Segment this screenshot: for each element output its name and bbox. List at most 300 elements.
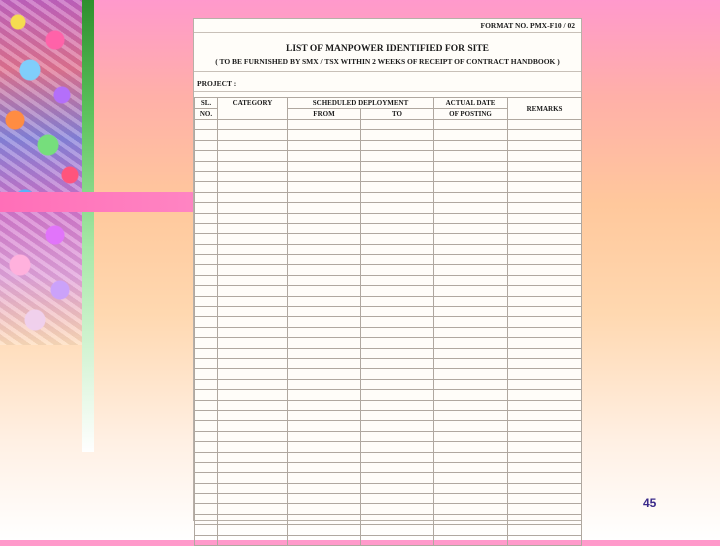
table-cell <box>434 483 508 493</box>
table-cell <box>434 379 508 389</box>
table-row <box>195 535 582 545</box>
table-cell <box>218 504 288 514</box>
header-sl: SL. <box>195 98 218 109</box>
table-cell <box>508 286 582 296</box>
table-cell <box>361 255 434 265</box>
table-cell <box>195 130 218 140</box>
table-cell <box>195 255 218 265</box>
table-cell <box>288 255 361 265</box>
table-cell <box>288 317 361 327</box>
table-cell <box>508 161 582 171</box>
table-row <box>195 275 582 285</box>
table-row <box>195 379 582 389</box>
table-cell <box>218 525 288 535</box>
table-cell <box>218 296 288 306</box>
table-cell <box>195 327 218 337</box>
table-cell <box>195 525 218 535</box>
table-cell <box>218 192 288 202</box>
table-cell <box>218 161 288 171</box>
divider <box>194 91 581 92</box>
table-row <box>195 317 582 327</box>
table-cell <box>508 275 582 285</box>
table-cell <box>434 442 508 452</box>
table-cell <box>508 338 582 348</box>
table-cell <box>288 244 361 254</box>
table-cell <box>434 452 508 462</box>
table-cell <box>361 400 434 410</box>
table-row <box>195 234 582 244</box>
table-cell <box>361 244 434 254</box>
table-cell <box>195 400 218 410</box>
table-cell <box>218 182 288 192</box>
table-row <box>195 307 582 317</box>
table-cell <box>195 275 218 285</box>
table-cell <box>434 348 508 358</box>
table-cell <box>434 223 508 233</box>
table-cell <box>361 504 434 514</box>
table-cell <box>508 462 582 472</box>
table-cell <box>195 161 218 171</box>
table-row <box>195 431 582 441</box>
table-row <box>195 494 582 504</box>
table-cell <box>195 410 218 420</box>
table-cell <box>434 307 508 317</box>
table-cell <box>195 421 218 431</box>
table-cell <box>288 327 361 337</box>
header-actual-date: ACTUAL DATE <box>434 98 508 109</box>
table-cell <box>434 390 508 400</box>
header-of-posting: OF POSTING <box>434 109 508 120</box>
table-cell <box>508 369 582 379</box>
table-cell <box>288 410 361 420</box>
project-label: PROJECT : <box>197 79 237 88</box>
table-cell <box>288 275 361 285</box>
table-row <box>195 203 582 213</box>
table-cell <box>508 410 582 420</box>
table-cell <box>361 348 434 358</box>
table-cell <box>288 535 361 545</box>
table-cell <box>508 535 582 545</box>
table-cell <box>288 234 361 244</box>
table-cell <box>288 348 361 358</box>
table-cell <box>434 213 508 223</box>
table-cell <box>434 286 508 296</box>
table-cell <box>361 192 434 202</box>
table-cell <box>218 234 288 244</box>
table-row <box>195 348 582 358</box>
table-cell <box>361 494 434 504</box>
table-row <box>195 213 582 223</box>
table-cell <box>195 151 218 161</box>
table-cell <box>508 203 582 213</box>
table-cell <box>195 462 218 472</box>
table-cell <box>361 358 434 368</box>
table-cell <box>508 442 582 452</box>
table-cell <box>434 140 508 150</box>
table-cell <box>195 182 218 192</box>
table-cell <box>361 296 434 306</box>
table-cell <box>218 223 288 233</box>
table-cell <box>218 483 288 493</box>
table-cell <box>508 348 582 358</box>
table-cell <box>361 265 434 275</box>
table-row <box>195 151 582 161</box>
table-cell <box>218 286 288 296</box>
green-vertical-bar <box>82 0 94 452</box>
table-cell <box>195 494 218 504</box>
table-cell <box>195 286 218 296</box>
table-cell <box>218 255 288 265</box>
table-cell <box>508 234 582 244</box>
table-cell <box>361 473 434 483</box>
table-cell <box>288 494 361 504</box>
table-cell <box>195 483 218 493</box>
table-cell <box>508 400 582 410</box>
table-cell <box>434 400 508 410</box>
table-cell <box>508 504 582 514</box>
table-row <box>195 369 582 379</box>
table-cell <box>361 410 434 420</box>
table-cell <box>508 140 582 150</box>
table-cell <box>434 255 508 265</box>
table-row <box>195 296 582 306</box>
table-cell <box>218 244 288 254</box>
table-cell <box>288 421 361 431</box>
form-title: LIST OF MANPOWER IDENTIFIED FOR SITE <box>286 44 489 54</box>
header-to: TO <box>361 109 434 120</box>
table-cell <box>218 410 288 420</box>
header-no: NO. <box>195 109 218 120</box>
table-row <box>195 171 582 181</box>
table-cell <box>218 514 288 524</box>
table-cell <box>218 151 288 161</box>
table-cell <box>288 379 361 389</box>
table-cell <box>508 379 582 389</box>
table-cell <box>195 234 218 244</box>
table-cell <box>361 327 434 337</box>
table-cell <box>218 369 288 379</box>
table-cell <box>434 244 508 254</box>
header-remarks: REMARKS <box>508 98 582 120</box>
table-cell <box>288 514 361 524</box>
table-cell <box>195 379 218 389</box>
table-cell <box>218 275 288 285</box>
table-cell <box>434 296 508 306</box>
table-cell <box>195 223 218 233</box>
table-cell <box>434 265 508 275</box>
table-cell <box>218 171 288 181</box>
table-cell <box>434 431 508 441</box>
divider <box>194 32 581 33</box>
table-cell <box>434 317 508 327</box>
table-row <box>195 462 582 472</box>
table-cell <box>288 307 361 317</box>
table-cell <box>288 452 361 462</box>
table-cell <box>361 213 434 223</box>
table-cell <box>361 307 434 317</box>
table-cell <box>288 182 361 192</box>
table-cell <box>361 369 434 379</box>
header-from: FROM <box>288 109 361 120</box>
table-cell <box>218 431 288 441</box>
table-cell <box>218 452 288 462</box>
table-row <box>195 120 582 130</box>
table-cell <box>361 390 434 400</box>
table-cell <box>508 358 582 368</box>
table-cell <box>508 514 582 524</box>
table-cell <box>288 171 361 181</box>
table-cell <box>195 504 218 514</box>
table-cell <box>288 358 361 368</box>
table-cell <box>361 379 434 389</box>
table-cell <box>361 442 434 452</box>
table-cell <box>508 431 582 441</box>
table-cell <box>218 358 288 368</box>
table-cell <box>195 452 218 462</box>
table-cell <box>288 338 361 348</box>
table-cell <box>195 213 218 223</box>
table-cell <box>361 203 434 213</box>
table-row <box>195 390 582 400</box>
table-cell <box>195 140 218 150</box>
table-cell <box>218 307 288 317</box>
table-cell <box>218 130 288 140</box>
table-row <box>195 525 582 535</box>
page-number: 45 <box>643 496 657 510</box>
table-cell <box>195 203 218 213</box>
table-cell <box>508 244 582 254</box>
table-cell <box>508 130 582 140</box>
table-cell <box>288 130 361 140</box>
table-row <box>195 327 582 337</box>
table-cell <box>288 151 361 161</box>
table-cell <box>508 525 582 535</box>
table-cell <box>434 358 508 368</box>
table-cell <box>218 120 288 130</box>
table-cell <box>434 182 508 192</box>
table-cell <box>288 286 361 296</box>
table-cell <box>361 462 434 472</box>
decorative-collage <box>0 0 82 345</box>
table-cell <box>288 442 361 452</box>
table-row <box>195 504 582 514</box>
table-cell <box>508 421 582 431</box>
table-row <box>195 452 582 462</box>
table-cell <box>195 120 218 130</box>
table-row <box>195 410 582 420</box>
table-cell <box>361 140 434 150</box>
table-cell <box>288 223 361 233</box>
table-cell <box>434 203 508 213</box>
table-cell <box>361 286 434 296</box>
table-cell <box>508 473 582 483</box>
table-cell <box>288 120 361 130</box>
table-row <box>195 161 582 171</box>
table-cell <box>434 120 508 130</box>
table-cell <box>434 161 508 171</box>
table-cell <box>434 275 508 285</box>
table-cell <box>288 483 361 493</box>
table-cell <box>195 192 218 202</box>
table-cell <box>508 120 582 130</box>
divider <box>194 71 581 72</box>
table-cell <box>434 234 508 244</box>
table-cell <box>195 317 218 327</box>
table-cell <box>508 307 582 317</box>
table-cell <box>361 223 434 233</box>
table-cell <box>218 390 288 400</box>
table-cell <box>218 338 288 348</box>
header-scheduled-deployment: SCHEDULED DEPLOYMENT <box>288 98 434 109</box>
manpower-table <box>194 97 582 546</box>
table-cell <box>434 130 508 140</box>
table-cell <box>288 504 361 514</box>
table-cell <box>361 514 434 524</box>
table-cell <box>218 535 288 545</box>
table-cell <box>361 431 434 441</box>
table-cell <box>361 483 434 493</box>
table-cell <box>434 171 508 181</box>
table-cell <box>218 317 288 327</box>
table-cell <box>361 275 434 285</box>
table-cell <box>508 483 582 493</box>
table-cell <box>434 369 508 379</box>
table-cell <box>361 452 434 462</box>
table-cell <box>218 265 288 275</box>
table-cell <box>434 473 508 483</box>
table-row <box>195 255 582 265</box>
table-row <box>195 400 582 410</box>
table-cell <box>195 390 218 400</box>
table-cell <box>288 462 361 472</box>
table-cell <box>218 473 288 483</box>
table-cell <box>361 171 434 181</box>
table-cell <box>361 421 434 431</box>
table-cell <box>361 535 434 545</box>
table-cell <box>361 317 434 327</box>
manpower-form <box>193 18 582 521</box>
table-cell <box>361 525 434 535</box>
table-cell <box>195 514 218 524</box>
table-cell <box>508 452 582 462</box>
table-cell <box>218 421 288 431</box>
table-cell <box>361 161 434 171</box>
table-row <box>195 244 582 254</box>
table-cell <box>195 348 218 358</box>
table-cell <box>218 379 288 389</box>
table-cell <box>195 338 218 348</box>
table-cell <box>195 473 218 483</box>
table-row <box>195 286 582 296</box>
table-cell <box>195 171 218 181</box>
table-cell <box>195 442 218 452</box>
table-cell <box>434 151 508 161</box>
table-row <box>195 130 582 140</box>
table-cell <box>288 296 361 306</box>
table-row <box>195 140 582 150</box>
table-cell <box>508 265 582 275</box>
table-cell <box>434 192 508 202</box>
table-cell <box>508 255 582 265</box>
table-row <box>195 442 582 452</box>
table-cell <box>434 327 508 337</box>
table-cell <box>508 390 582 400</box>
table-cell <box>508 192 582 202</box>
table-cell <box>195 307 218 317</box>
table-cell <box>218 348 288 358</box>
table-cell <box>288 473 361 483</box>
table-cell <box>195 265 218 275</box>
table-row <box>195 421 582 431</box>
table-cell <box>218 494 288 504</box>
table-cell <box>434 338 508 348</box>
table-cell <box>195 296 218 306</box>
table-cell <box>288 213 361 223</box>
table-cell <box>195 431 218 441</box>
table-cell <box>508 494 582 504</box>
table-row <box>195 182 582 192</box>
table-cell <box>218 213 288 223</box>
table-cell <box>361 151 434 161</box>
table-cell <box>288 369 361 379</box>
form-subtitle: ( TO BE FURNISHED BY SMX / TSX WITHIN 2 WEEKS OF RECEIPT OF CONTRACT HANDBOOK ) <box>215 57 560 66</box>
table-cell <box>434 525 508 535</box>
table-cell <box>288 525 361 535</box>
table-cell <box>508 223 582 233</box>
table-cell <box>195 535 218 545</box>
table-cell <box>508 317 582 327</box>
table-cell <box>288 265 361 275</box>
table-cell <box>361 182 434 192</box>
table-cell <box>434 421 508 431</box>
table-cell <box>361 120 434 130</box>
table-cell <box>195 244 218 254</box>
table-cell <box>288 431 361 441</box>
table-cell <box>288 192 361 202</box>
table-cell <box>361 234 434 244</box>
header-category: CATEGORY <box>218 98 288 120</box>
table-cell <box>218 203 288 213</box>
table-cell <box>288 203 361 213</box>
table-cell <box>434 494 508 504</box>
table-cell <box>218 442 288 452</box>
table-row <box>195 265 582 275</box>
table-cell <box>434 504 508 514</box>
table-row <box>195 223 582 233</box>
table-cell <box>288 161 361 171</box>
table-cell <box>434 410 508 420</box>
table-cell <box>288 400 361 410</box>
table-cell <box>434 462 508 472</box>
table-row <box>195 192 582 202</box>
table-cell <box>361 338 434 348</box>
table-cell <box>218 140 288 150</box>
table-cell <box>508 327 582 337</box>
table-cell <box>288 390 361 400</box>
table-cell <box>434 535 508 545</box>
format-number: FORMAT NO. PMX-F10 / 02 <box>480 21 575 30</box>
table-row <box>195 483 582 493</box>
table-row <box>195 338 582 348</box>
table-row <box>195 514 582 524</box>
table-cell <box>508 213 582 223</box>
table-cell <box>508 171 582 181</box>
table-cell <box>218 327 288 337</box>
table-cell <box>218 462 288 472</box>
table-cell <box>434 514 508 524</box>
table-cell <box>361 130 434 140</box>
table-row <box>195 358 582 368</box>
